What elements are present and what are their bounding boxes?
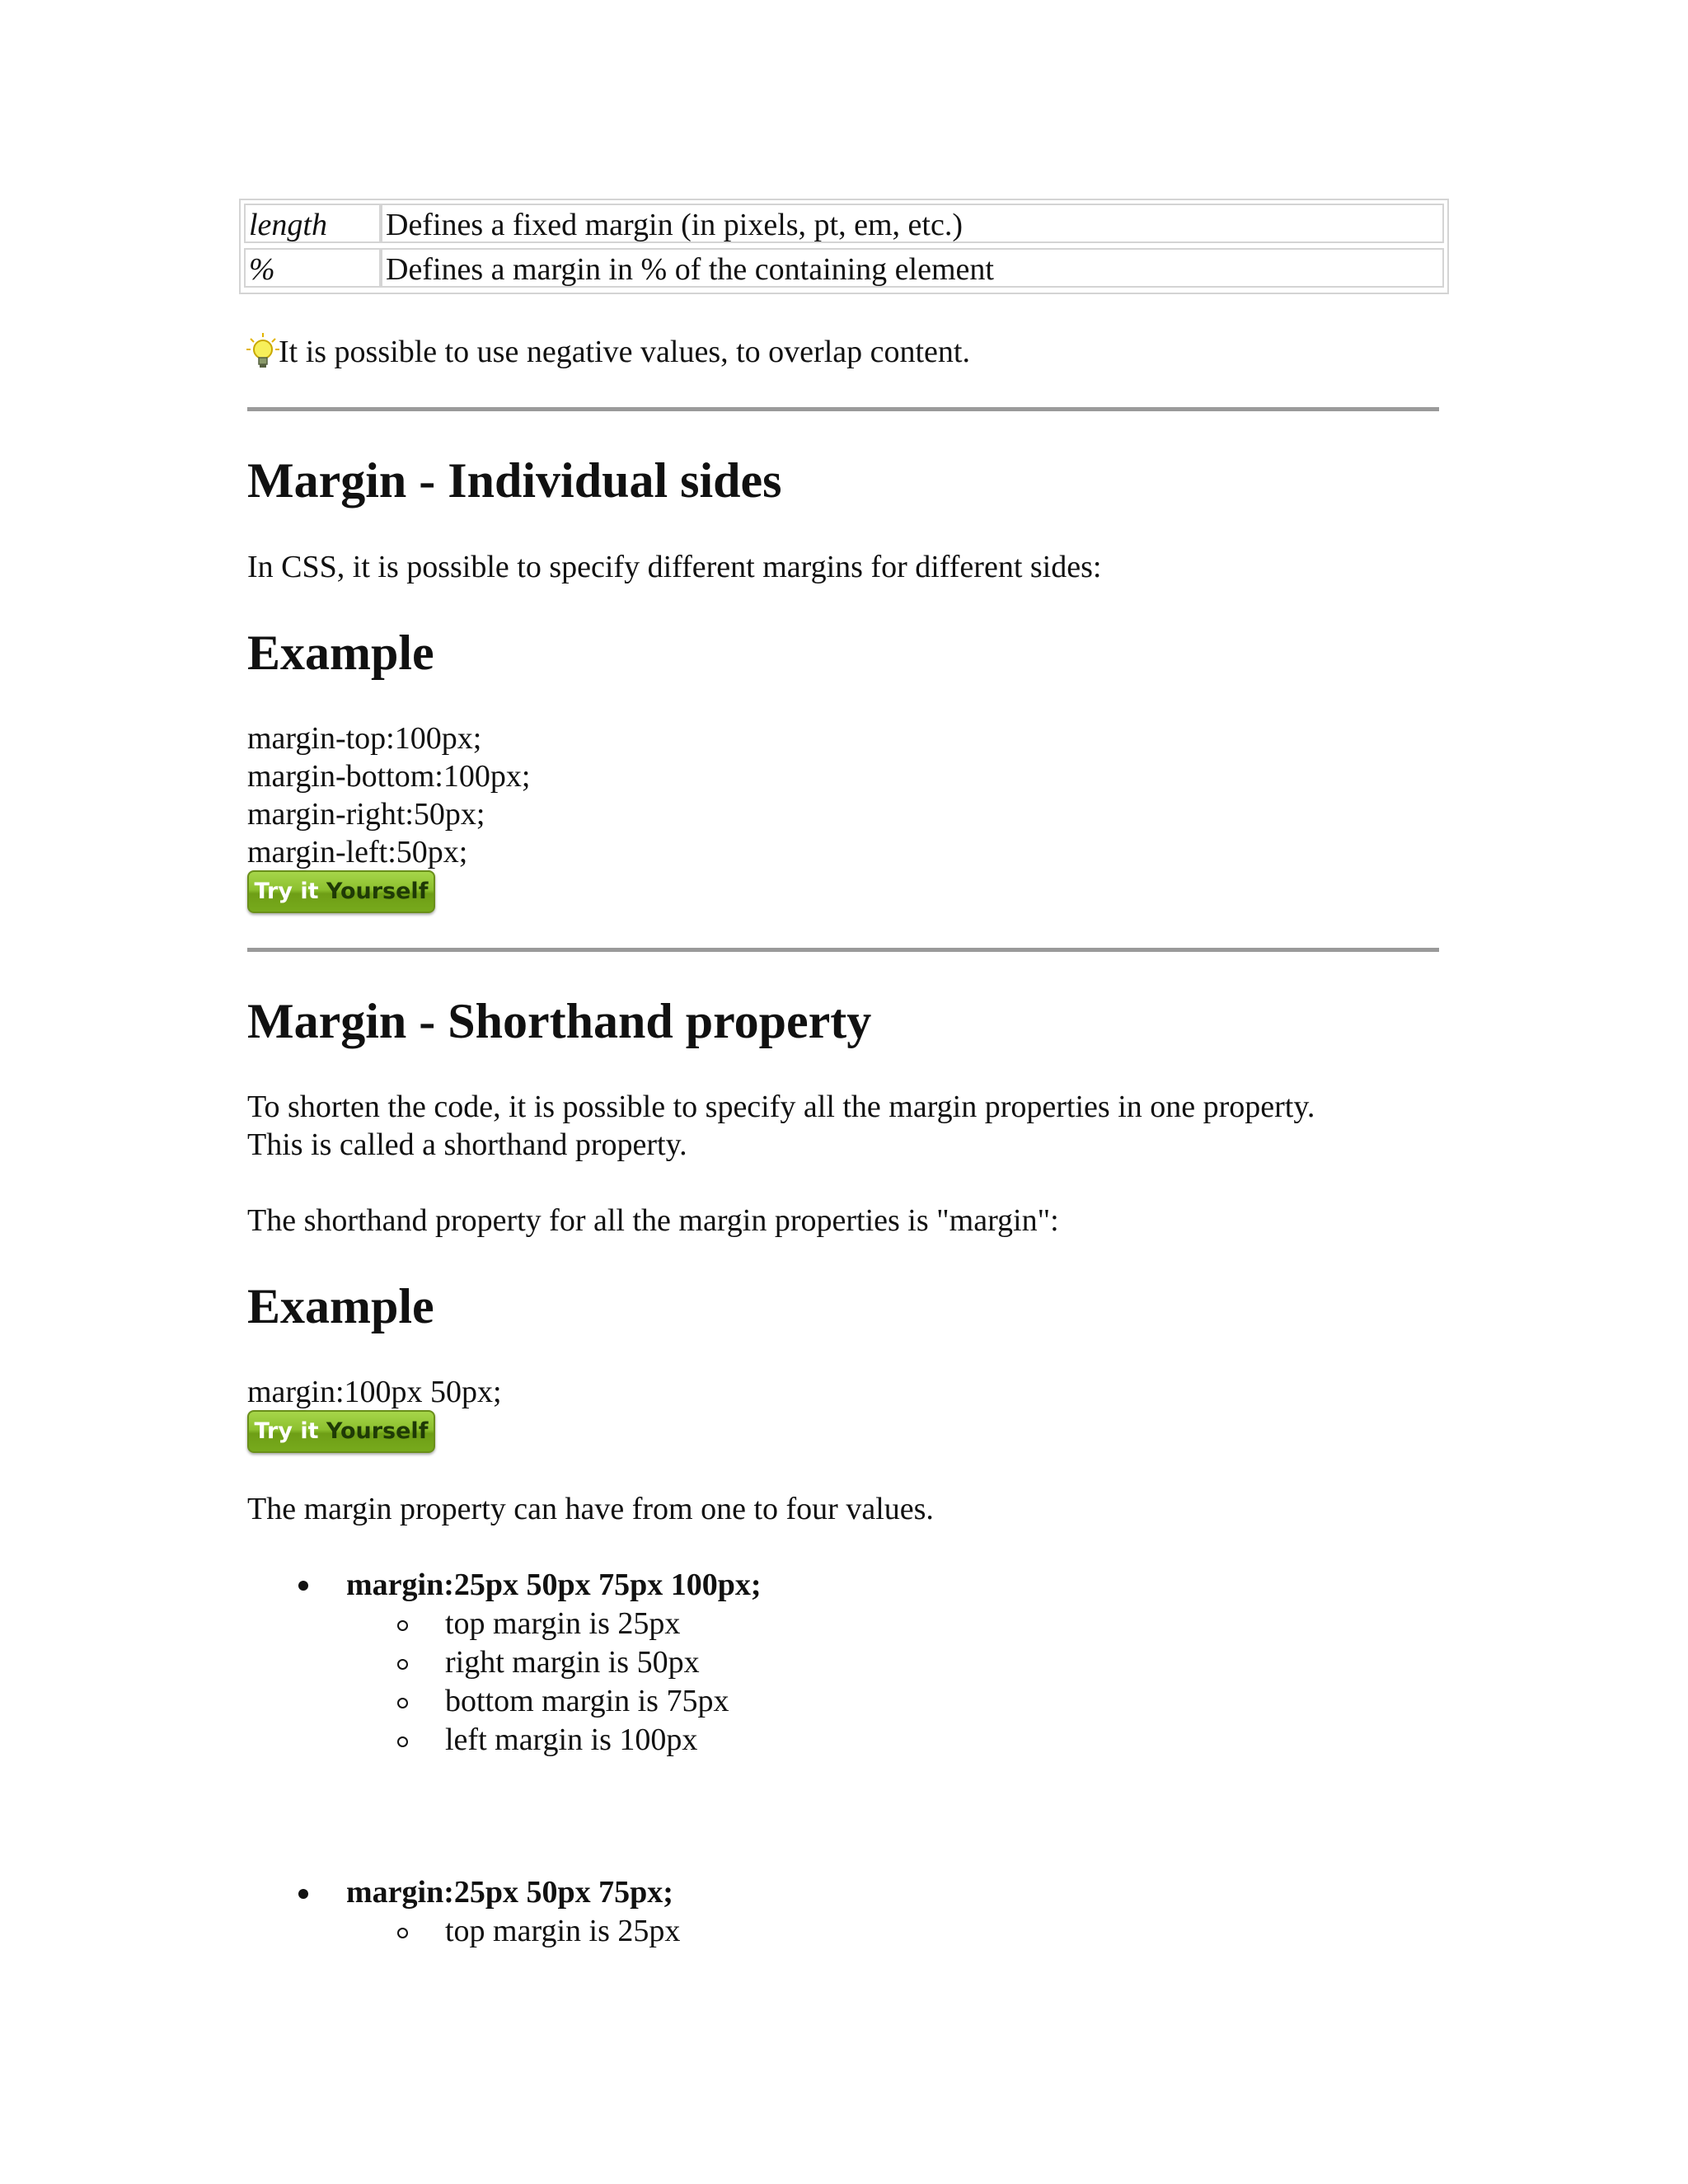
values-table — [239, 199, 1449, 294]
try-it-yourself-button[interactable] — [247, 1410, 435, 1453]
list-subitem: top margin is 25px — [445, 1914, 681, 1948]
table-cell-description: Defines a fixed margin (in pixels, pt, em, etc.) — [381, 204, 1444, 243]
try-button-label-part2: Yourself — [326, 879, 429, 904]
section-intro: To shorten the code, it is possible to specify all the margin properties in one property. — [247, 1090, 1315, 1124]
list-subitem: left margin is 100px — [445, 1722, 698, 1757]
bullet-disc — [298, 1581, 308, 1591]
lightbulb-icon — [246, 332, 280, 370]
list-subitem: right margin is 50px — [445, 1645, 700, 1680]
list-item-code: margin:25px 50px 75px 100px; — [346, 1568, 762, 1602]
example-heading: Example — [247, 626, 434, 680]
paragraph: The shorthand property for all the margin properties is "margin": — [247, 1203, 1059, 1238]
list-subitem: bottom margin is 75px — [445, 1684, 729, 1718]
divider — [247, 407, 1439, 411]
divider — [247, 948, 1439, 952]
section-heading-individual: Margin - Individual sides — [247, 453, 782, 508]
table-cell-description: Defines a margin in % of the containing element — [381, 248, 1444, 288]
code-line: margin-right:50px; — [247, 797, 485, 832]
try-button-label-part1: Try it — [254, 1418, 319, 1444]
section-heading-shorthand: Margin - Shorthand property — [247, 994, 872, 1048]
bullet-circle — [397, 1928, 408, 1938]
bullet-circle — [397, 1736, 408, 1747]
example-heading: Example — [247, 1279, 434, 1333]
try-it-yourself-button[interactable] — [247, 870, 435, 913]
tip-text: It is possible to use negative values, to overlap content. — [279, 335, 970, 369]
try-button-label-part2: Yourself — [326, 1418, 429, 1444]
table-cell-value: % — [244, 248, 381, 288]
table-cell-value: length — [244, 204, 381, 243]
bullet-disc — [298, 1889, 308, 1899]
bullet-circle — [397, 1659, 408, 1670]
code-line: margin-left:50px; — [247, 835, 468, 869]
bullet-circle — [397, 1620, 408, 1631]
bullet-circle — [397, 1698, 408, 1708]
section-intro: In CSS, it is possible to specify different margins for different sides: — [247, 550, 1102, 584]
code-line: margin:100px 50px; — [247, 1375, 502, 1409]
paragraph: The margin property can have from one to four values. — [247, 1492, 934, 1526]
try-button-label-part1: Try it — [254, 879, 319, 904]
section-intro-line2: This is called a shorthand property. — [247, 1127, 687, 1162]
code-line: margin-bottom:100px; — [247, 759, 531, 794]
list-subitem: top margin is 25px — [445, 1606, 681, 1641]
list-item-code: margin:25px 50px 75px; — [346, 1875, 673, 1910]
code-line: margin-top:100px; — [247, 721, 482, 756]
